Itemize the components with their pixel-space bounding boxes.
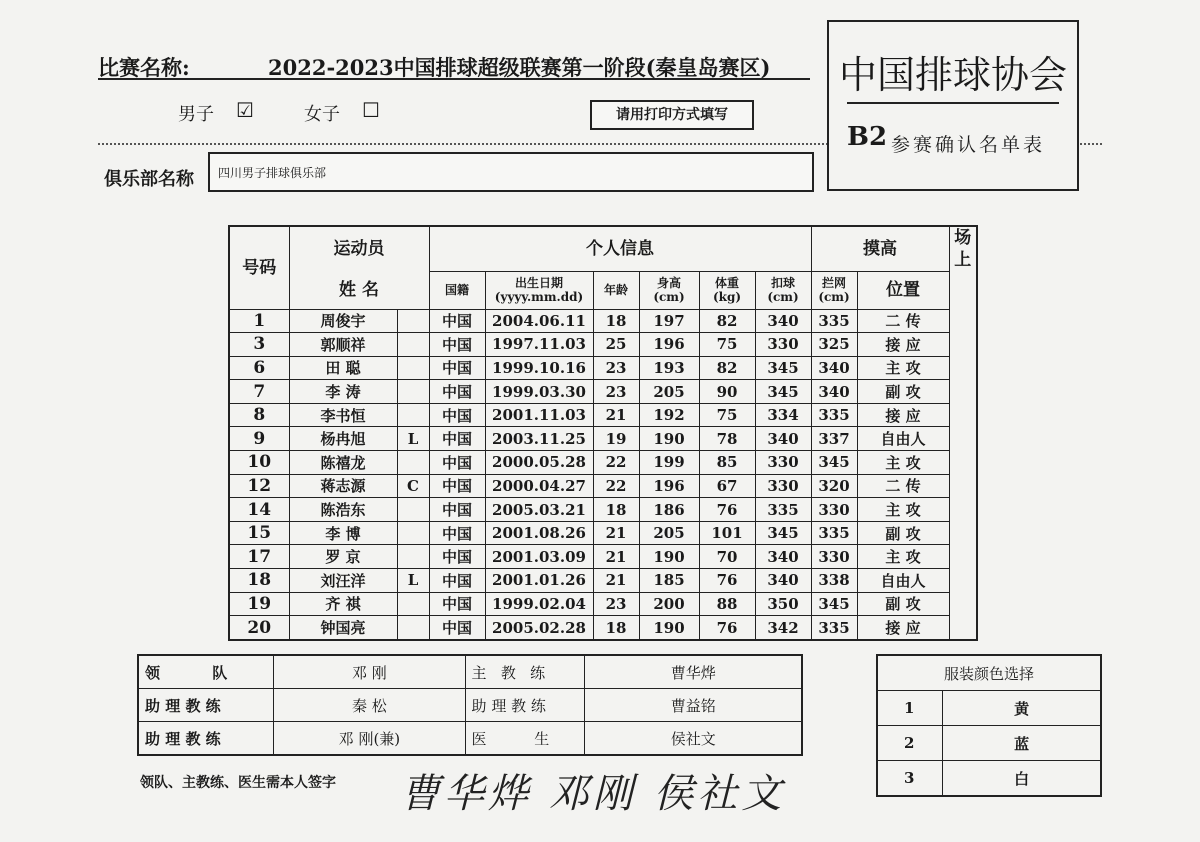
cell-block: 345 [811, 592, 857, 616]
table-row [229, 333, 977, 357]
header-number: 号码 [229, 226, 289, 309]
cell-num: 20 [229, 616, 289, 640]
cell-birth: 2001.01.26 [485, 569, 593, 593]
cell-nat: 中国 [429, 545, 485, 569]
cell-weight: 78 [699, 427, 755, 451]
cell-age: 18 [593, 309, 639, 333]
cell-role [397, 592, 429, 616]
cell-weight: 67 [699, 474, 755, 498]
header-athlete: 运动员 [289, 226, 429, 271]
uniform-option[interactable] [877, 726, 1101, 761]
cell-pos: 自由人 [857, 427, 949, 451]
header-spike: 扣球 (cm) [755, 271, 811, 309]
cell-role [397, 545, 429, 569]
leader-label: 领 队 [138, 655, 274, 689]
table-row [229, 521, 977, 545]
cell-age: 19 [593, 427, 639, 451]
cell-num: 14 [229, 498, 289, 522]
cell-pos: 接 应 [857, 403, 949, 427]
header-personal: 个人信息 [429, 226, 811, 271]
cell-role [397, 380, 429, 404]
cell-spike: 335 [755, 498, 811, 522]
cell-block: 337 [811, 427, 857, 451]
head-coach-value[interactable]: 曹华烨 [585, 655, 802, 689]
cell-weight: 88 [699, 592, 755, 616]
cell-weight: 85 [699, 451, 755, 475]
female-checkbox[interactable]: ☐ [362, 98, 380, 122]
assistant-label-3: 助 理 教 练 [138, 722, 274, 756]
cell-block: 320 [811, 474, 857, 498]
table-row [229, 474, 977, 498]
uniform-option-number: 2 [877, 726, 943, 761]
cell-spike: 342 [755, 616, 811, 640]
cell-name: 陈禧龙 [289, 451, 397, 475]
association-rule [847, 102, 1059, 104]
header-height: 身高 (cm) [639, 271, 699, 309]
table-row [229, 592, 977, 616]
cell-num: 8 [229, 403, 289, 427]
cell-spike: 340 [755, 569, 811, 593]
cell-nat: 中国 [429, 592, 485, 616]
cell-num: 19 [229, 592, 289, 616]
cell-spike: 340 [755, 545, 811, 569]
cell-height: 196 [639, 474, 699, 498]
club-label: 俱乐部名称 [104, 169, 194, 190]
cell-birth: 2001.03.09 [485, 545, 593, 569]
association-box [827, 20, 1079, 191]
cell-birth: 2005.03.21 [485, 498, 593, 522]
cell-nat: 中国 [429, 333, 485, 357]
cell-age: 23 [593, 592, 639, 616]
cell-name: 蒋志源 [289, 474, 397, 498]
cell-name: 田 聪 [289, 356, 397, 380]
header-block: 拦网 (cm) [811, 271, 857, 309]
cell-age: 22 [593, 451, 639, 475]
cell-weight: 75 [699, 333, 755, 357]
cell-num: 18 [229, 569, 289, 593]
cell-pos: 二 传 [857, 474, 949, 498]
table-row [229, 427, 977, 451]
cell-nat: 中国 [429, 451, 485, 475]
cell-height: 190 [639, 427, 699, 451]
cell-height: 185 [639, 569, 699, 593]
cell-num: 15 [229, 521, 289, 545]
cell-pos: 自由人 [857, 569, 949, 593]
uniform-option-color: 黄 [943, 691, 1101, 726]
cell-weight: 75 [699, 403, 755, 427]
cell-block: 345 [811, 451, 857, 475]
cell-birth: 2001.08.26 [485, 521, 593, 545]
cell-birth: 2000.04.27 [485, 474, 593, 498]
cell-pos: 副 攻 [857, 592, 949, 616]
cell-pos: 主 攻 [857, 498, 949, 522]
cell-block: 335 [811, 403, 857, 427]
uniform-option-color: 白 [943, 761, 1101, 797]
cell-name: 周俊宇 [289, 309, 397, 333]
cell-name: 刘汪洋 [289, 569, 397, 593]
cell-nat: 中国 [429, 521, 485, 545]
doctor-label: 医 生 [465, 722, 585, 756]
cell-pos: 接 应 [857, 616, 949, 640]
cell-age: 23 [593, 380, 639, 404]
association-name: 中国排球协会 [838, 53, 1067, 97]
table-row [229, 498, 977, 522]
uniform-option[interactable] [877, 691, 1101, 726]
cell-height: 196 [639, 333, 699, 357]
cell-spike: 340 [755, 309, 811, 333]
uniform-option-number: 3 [877, 761, 943, 797]
match-name: 2022-2023中国排球超级联赛第一阶段(秦皇岛赛区) [268, 55, 771, 80]
table-row [229, 616, 977, 640]
cell-role [397, 451, 429, 475]
cell-pos: 二 传 [857, 309, 949, 333]
table-row [229, 380, 977, 404]
uniform-table [876, 654, 1102, 797]
uniform-option[interactable] [877, 761, 1101, 797]
cell-birth: 2003.11.25 [485, 427, 593, 451]
cell-num: 6 [229, 356, 289, 380]
cell-pos: 副 攻 [857, 521, 949, 545]
cell-age: 22 [593, 474, 639, 498]
staff-table [137, 654, 803, 756]
table-row [229, 569, 977, 593]
divider-right [1080, 143, 1102, 145]
header-age: 年龄 [593, 271, 639, 309]
cell-block: 330 [811, 545, 857, 569]
cell-num: 17 [229, 545, 289, 569]
sign-note: 领队、主教练、医生需本人签字 [140, 775, 336, 791]
cell-spike: 345 [755, 521, 811, 545]
table-row [229, 403, 977, 427]
cell-role [397, 521, 429, 545]
cell-nat: 中国 [429, 427, 485, 451]
cell-num: 10 [229, 451, 289, 475]
cell-nat: 中国 [429, 616, 485, 640]
cell-height: 190 [639, 616, 699, 640]
cell-role [397, 498, 429, 522]
header-weight: 体重 (kg) [699, 271, 755, 309]
assistant-label-2: 助 理 教 练 [465, 689, 585, 722]
table-row [229, 451, 977, 475]
cell-age: 21 [593, 545, 639, 569]
cell-height: 205 [639, 380, 699, 404]
cell-pos: 接 应 [857, 333, 949, 357]
cell-name: 杨冉旭 [289, 427, 397, 451]
club-name: 四川男子排球俱乐部 [218, 166, 327, 180]
header-nationality: 国籍 [429, 271, 485, 309]
cell-height: 200 [639, 592, 699, 616]
table-row [229, 356, 977, 380]
cell-num: 1 [229, 309, 289, 333]
cell-block: 330 [811, 498, 857, 522]
cell-weight: 76 [699, 498, 755, 522]
form-title: 参赛确认名单表 [891, 134, 1046, 156]
cell-name: 李书恒 [289, 403, 397, 427]
cell-birth: 2001.11.03 [485, 403, 593, 427]
cell-name: 钟国亮 [289, 616, 397, 640]
cell-height: 205 [639, 521, 699, 545]
male-checkbox[interactable]: ☑ [236, 98, 254, 122]
cell-block: 325 [811, 333, 857, 357]
cell-birth: 1999.10.16 [485, 356, 593, 380]
cell-name: 郭顺祥 [289, 333, 397, 357]
cell-birth: 2004.06.11 [485, 309, 593, 333]
uniform-option-color: 蓝 [943, 726, 1101, 761]
club-field[interactable] [208, 152, 814, 192]
cell-weight: 76 [699, 616, 755, 640]
cell-weight: 70 [699, 545, 755, 569]
cell-spike: 345 [755, 356, 811, 380]
cell-nat: 中国 [429, 498, 485, 522]
cell-height: 192 [639, 403, 699, 427]
cell-birth: 2000.05.28 [485, 451, 593, 475]
cell-height: 186 [639, 498, 699, 522]
cell-age: 18 [593, 616, 639, 640]
cell-role [397, 333, 429, 357]
cell-age: 21 [593, 521, 639, 545]
cell-nat: 中国 [429, 403, 485, 427]
cell-block: 335 [811, 309, 857, 333]
cell-role [397, 616, 429, 640]
assistant-value-1[interactable]: 秦 松 [274, 689, 465, 722]
cell-spike: 350 [755, 592, 811, 616]
header-position-2: 位置 [857, 271, 949, 309]
header-position: 场上 [949, 226, 977, 271]
cell-num: 12 [229, 474, 289, 498]
cell-birth: 2005.02.28 [485, 616, 593, 640]
cell-weight: 90 [699, 380, 755, 404]
header-name: 姓 名 [289, 271, 429, 309]
cell-name: 齐 祺 [289, 592, 397, 616]
assistant-label: 助 理 教 练 [138, 689, 274, 722]
cell-weight: 82 [699, 356, 755, 380]
cell-name: 罗 京 [289, 545, 397, 569]
uniform-title: 服装颜色选择 [877, 655, 1101, 691]
cell-age: 18 [593, 498, 639, 522]
cell-spike: 340 [755, 427, 811, 451]
cell-num: 9 [229, 427, 289, 451]
cell-role: L [397, 427, 429, 451]
cell-role [397, 403, 429, 427]
cell-height: 190 [639, 545, 699, 569]
assistant-value-3[interactable]: 邓 刚(兼) [274, 722, 465, 756]
head-coach-label: 主 教 练 [465, 655, 585, 689]
form-code: B2 [847, 122, 888, 152]
cell-age: 21 [593, 403, 639, 427]
female-label: 女子 [304, 104, 340, 125]
cell-spike: 330 [755, 333, 811, 357]
cell-name: 陈浩东 [289, 498, 397, 522]
cell-name: 李 涛 [289, 380, 397, 404]
cell-block: 340 [811, 356, 857, 380]
cell-nat: 中国 [429, 356, 485, 380]
cell-nat: 中国 [429, 309, 485, 333]
cell-pos: 主 攻 [857, 356, 949, 380]
cell-birth: 1999.02.04 [485, 592, 593, 616]
roster-table [228, 225, 978, 641]
assistant-value-2[interactable]: 曹益铭 [585, 689, 802, 722]
cell-role [397, 309, 429, 333]
cell-age: 21 [593, 569, 639, 593]
cell-weight: 82 [699, 309, 755, 333]
divider-left [98, 143, 828, 145]
cell-nat: 中国 [429, 474, 485, 498]
cell-pos: 主 攻 [857, 451, 949, 475]
cell-birth: 1999.03.30 [485, 380, 593, 404]
cell-spike: 345 [755, 380, 811, 404]
cell-nat: 中国 [429, 569, 485, 593]
cell-height: 199 [639, 451, 699, 475]
doctor-value[interactable]: 侯社文 [585, 722, 802, 756]
cell-spike: 334 [755, 403, 811, 427]
header-birth: 出生日期 (yyyy.mm.dd) [485, 271, 593, 309]
cell-role: L [397, 569, 429, 593]
cell-birth: 1997.11.03 [485, 333, 593, 357]
cell-height: 193 [639, 356, 699, 380]
uniform-option-number: 1 [877, 691, 943, 726]
cell-pos: 主 攻 [857, 545, 949, 569]
cell-block: 338 [811, 569, 857, 593]
cell-num: 3 [229, 333, 289, 357]
cell-num: 7 [229, 380, 289, 404]
cell-nat: 中国 [429, 380, 485, 404]
cell-height: 197 [639, 309, 699, 333]
cell-role: C [397, 474, 429, 498]
table-row [229, 545, 977, 569]
leader-value[interactable]: 邓 刚 [274, 655, 465, 689]
table-row [229, 309, 977, 333]
signatures: 曹华烨 邓刚 侯社文 [400, 771, 786, 817]
cell-weight: 101 [699, 521, 755, 545]
cell-spike: 330 [755, 451, 811, 475]
cell-age: 25 [593, 333, 639, 357]
cell-block: 335 [811, 616, 857, 640]
cell-name: 李 博 [289, 521, 397, 545]
match-label: 比赛名称: [98, 55, 190, 80]
print-note: 请用打印方式填写 [590, 100, 754, 130]
cell-weight: 76 [699, 569, 755, 593]
cell-spike: 330 [755, 474, 811, 498]
cell-age: 23 [593, 356, 639, 380]
cell-role [397, 356, 429, 380]
cell-block: 335 [811, 521, 857, 545]
cell-block: 340 [811, 380, 857, 404]
cell-pos: 副 攻 [857, 380, 949, 404]
male-label: 男子 [178, 104, 214, 125]
header-reach: 摸高 [811, 226, 949, 271]
